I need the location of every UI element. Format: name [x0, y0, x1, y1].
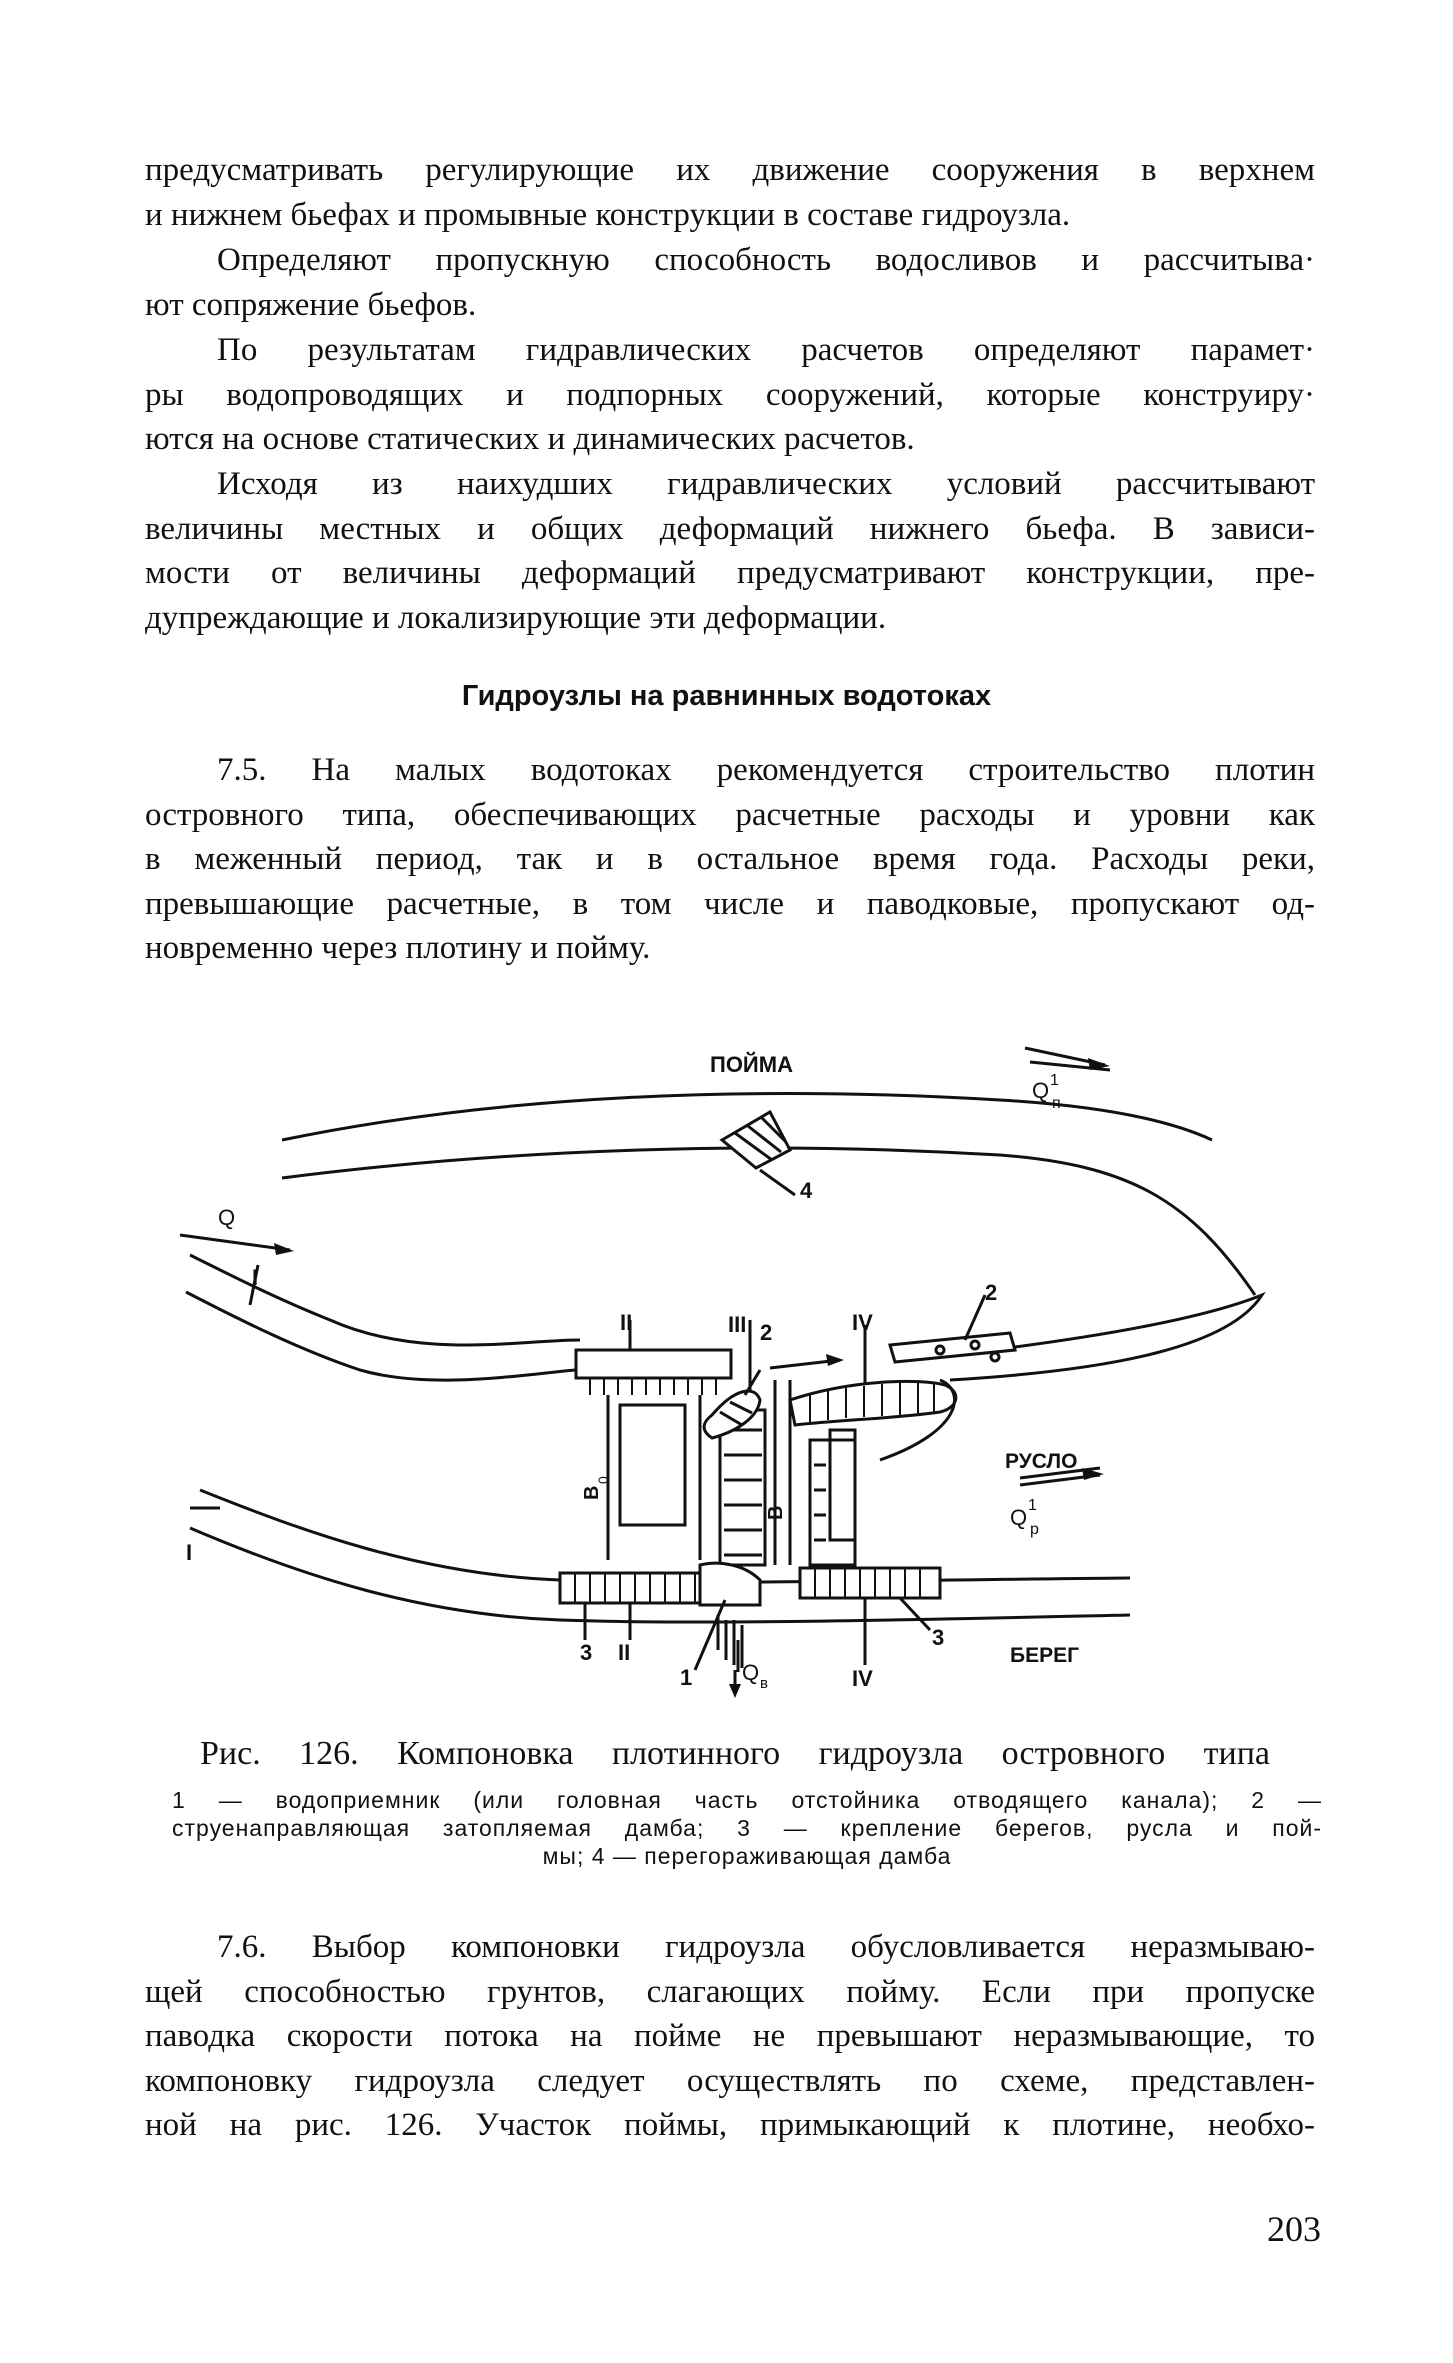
- legend-line: 1 — водоприемник (или головная часть отстойника отводящего канала); 2 —: [172, 1787, 1322, 1813]
- figure-legend: [172, 1786, 1322, 1870]
- label-q-intake-sub: в: [760, 1675, 768, 1692]
- label-sec-I-bottom: I: [186, 1540, 193, 1565]
- bank-protection-3-top: [890, 1333, 1015, 1362]
- label-n3-right: 3: [932, 1625, 945, 1650]
- label-floodplain: ПОЙМА: [710, 1052, 793, 1077]
- settling-basin: [620, 1405, 685, 1525]
- text-line: дупреждающие и локализирующие эти деформации.: [145, 599, 887, 636]
- text-line: ной на рис. 126. Участок поймы, примыкающий к плотине, необхо-: [145, 2107, 1315, 2143]
- label-channel: РУСЛО: [1005, 1450, 1078, 1473]
- label-sec-II-bottom: II: [618, 1640, 631, 1665]
- text-line: По результатам гидравлических расчетов определяют парамет·: [217, 332, 1315, 368]
- label-n2-mid: 2: [760, 1320, 773, 1345]
- label-b0-sub: 0: [595, 1476, 611, 1484]
- text-line: мости от величины деформаций предусматривают конструкции, пре-: [145, 555, 1315, 591]
- bank-upper-line: [200, 1490, 1130, 1582]
- text-line: ются на основе статических и динамических расчетов.: [145, 421, 915, 457]
- upper-bank-protection: [576, 1350, 731, 1395]
- text-line: 7.5. На малых водотоках рекомендуется строительство плотин: [217, 752, 1315, 788]
- text-line: компоновку гидроузла следует осуществлять по схеме, представлен-: [145, 2062, 1315, 2099]
- label-bank: БЕРЕГ: [1010, 1644, 1080, 1667]
- label-b: В: [765, 1505, 787, 1520]
- text-line: 7.6. Выбор компоновки гидроузла обусловливается неразмываю-: [217, 1929, 1315, 1965]
- text-line: предусматривать регулирующие их движение сооружения в верхнем: [145, 152, 1315, 188]
- text-line: Определяют пропускную способность водосливов и рассчитыва·: [217, 242, 1315, 278]
- intake-1: [700, 1563, 760, 1672]
- label-q-floodplain-sup: 1: [1050, 1072, 1059, 1089]
- label-q-channel: Q: [1010, 1505, 1028, 1530]
- text-line: Исходя из наихудших гидравлических условий рассчитывают: [217, 466, 1315, 502]
- text-line: паводка скорости потока на пойме не превышают неразмывающие, то: [145, 2018, 1315, 2054]
- text-line: ры водопроводящих и подпорных сооружений, которые конструиру·: [145, 376, 1315, 413]
- leader-1: [695, 1600, 725, 1670]
- text-line: ют сопряжение бьефов.: [145, 286, 477, 323]
- label-b0: В: [581, 1485, 603, 1500]
- text-line: и нижнем бьефах и промывные конструкции в составе гидроузла.: [145, 196, 1071, 233]
- label-q-floodplain: Q: [1032, 1078, 1050, 1103]
- leader-2-top: [965, 1295, 985, 1340]
- text-line: новременно через плотину и пойму.: [145, 930, 651, 966]
- text-line: величины местных и общих деформаций нижнего бьефа. В зависи-: [145, 510, 1315, 547]
- text-line: в меженный период, так и в остальное время года. Расходы реки,: [145, 841, 1315, 877]
- dam-4: [722, 1112, 795, 1195]
- label-q-intake: Q: [742, 1660, 760, 1685]
- paragraph-6: [145, 1925, 1315, 2148]
- flow-arrow-q: [180, 1235, 290, 1250]
- label-q-channel-sub: р: [1030, 1521, 1039, 1538]
- section-heading: Гидроузлы на равнинных водотоках: [461, 680, 992, 712]
- label-q-floodplain-sub: п: [1052, 1095, 1061, 1112]
- island-upper-line: [190, 1255, 580, 1345]
- label-n3-left: 3: [580, 1640, 593, 1665]
- label-sec-I-top: I: [252, 1265, 259, 1290]
- label-q: Q: [218, 1205, 236, 1230]
- label-sec-IV-bottom: IV: [852, 1666, 873, 1691]
- label-n4: 4: [800, 1178, 813, 1203]
- page-number: 203: [1267, 2209, 1321, 2249]
- figure-caption-title: Рис. 126. Компоновка плотинного гидроузла островного типа: [200, 1735, 1270, 1772]
- text-line: островного типа, обеспечивающих расчетные расходы и уровни как: [145, 796, 1315, 833]
- floodplain-lower-line: [282, 1148, 1255, 1295]
- guide-dam-2-right: [790, 1380, 956, 1460]
- label-q-channel-sup: 1: [1028, 1497, 1037, 1514]
- leader-3-right: [900, 1598, 930, 1630]
- label-n1: 1: [680, 1665, 693, 1690]
- label-sec-III: III: [728, 1312, 747, 1337]
- legend-line: струенаправляющая затопляемая дамба; 3 — крепление берегов, русла и пой-: [172, 1815, 1322, 1841]
- text-line: превышающие расчетные, в том числе и паводковые, пропускают од-: [145, 885, 1315, 922]
- label-sec-IV-top: IV: [852, 1310, 873, 1335]
- label-n2-top: 2: [985, 1280, 998, 1305]
- legend-line: мы; 4 — перегораживающая дамба: [542, 1843, 952, 1869]
- label-sec-II-top: II: [620, 1310, 633, 1335]
- text-line: щей способностью грунтов, слагающих пойму. Если при пропуске: [145, 1973, 1315, 2010]
